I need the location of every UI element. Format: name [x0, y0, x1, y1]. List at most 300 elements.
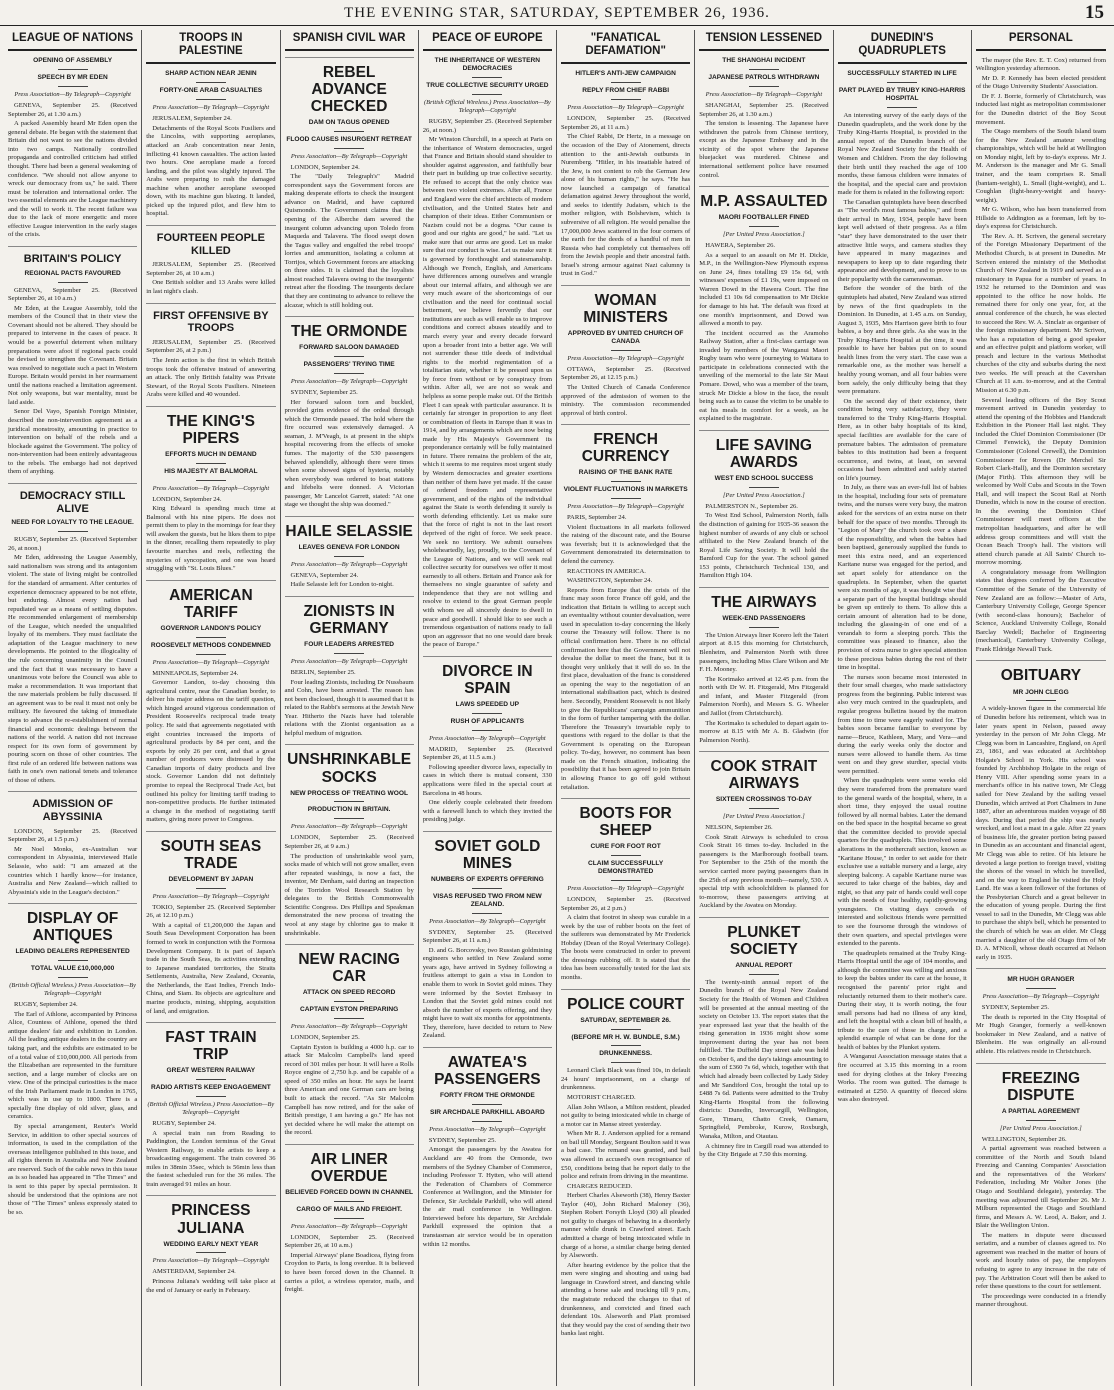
article-subheading: VIOLENT FLUCTUATIONS IN MARKETS [563, 486, 688, 494]
article-subheading: PRODUCTION IN BRITAIN. [307, 806, 391, 814]
article-headline: POLICE COURT [567, 995, 685, 1013]
column-1 [4, 30, 142, 1386]
article-credit: (British Official Wireless.) Press Association—By Telegraph—Copyright [9, 982, 136, 998]
article-body [561, 366, 690, 418]
article-paragraph: WELLINGTON, September 26. [981, 1135, 1067, 1143]
article-subheading: WEDDING EARLY NEXT YEAR [163, 1240, 259, 1248]
article-paragraph: PARIS, September 24. [567, 514, 627, 522]
divider-rule [196, 637, 226, 638]
article-headline: LIFE SAVING AWARDS [715, 436, 812, 471]
article-subheading: SIR ARCHDALE PARKHILL ABOARD [430, 1108, 545, 1116]
article-paragraph: The Korimako is scheduled to depart again to-morrow at 8.15 with Mr A. B. Gladwin (for Palmerston North). [699, 719, 829, 744]
article-paragraph: RUGBY, September 24. [152, 1119, 216, 1127]
article-headline: COOK STRAIT AIRWAYS [710, 758, 818, 793]
divider-rule [472, 913, 502, 914]
article-paragraph: NELSON, September 26. [705, 824, 773, 832]
column-7 [834, 30, 972, 1386]
article-body [699, 979, 828, 1160]
article-paragraph: LONDON, September 25. (Received September 26, at 2 p.m.) [561, 895, 691, 912]
article-paragraph: RUGBY, September 25. (Received September 26, at noon.) [422, 117, 552, 134]
article-paragraph: With a capital of £1,200,000 the Japan and South Seas Development Corporation has been formed to work in conjunction with the Formosa Development Company. It is part of Japan's trade in the South Seas, its activities extending to Japanese mandated territories, the Straits Settlements, Australia, New Zealand, Oceania, the Netherlands, the East Indies, French Indo-China, and Siam. Its objects are agriculture and marine products, mining, shipping, acquisition of land, and emigration. [146, 921, 276, 1015]
divider-rule [196, 99, 226, 100]
article-paragraph: A packed Assembly heard Mr Eden open the general debate. He began with the statement that Britain did not want to see the nations divided into two camps. Nationally controlled propaganda and controlled criticism had stifled thought. There had been a general weakening of confidence. "We should not allow anyone to wreck our democracy from us," he said. There must be toleration and international order. The two essential elements are the League machinery and the will to work it. The recent failure was due to the lack of more energetic and more effective League intervention in the early stages of the crisis. [8, 120, 138, 239]
article-paragraph: RUGBY, September 24. [14, 1001, 78, 1009]
article-subheading: FORWARD SALOON DAMAGED [299, 344, 400, 352]
article-paragraph: The Rev. A. H. Scriven, the general secretary of the Foreign Missionary Department of the Methodist Church, is at present in Dunedin. Mr Scriven entered the ministry of the Methodist Church of New Zealand in 1919 and served as a missionary in Papua for a number of years. In 1932 he returned to the Dominion and was appointed to the office he now holds. He remained there for only one year, for, at the annual conference of the church, he was elected to succeed the Rev. W. A. Sinclair as organiser of the foreign missionary department. Mr Scriven, who has a reputation of being a good speaker and an effective pulpit and platform worker, will preach and lecture in the various Methodist churches of the city and suburbs during the next two weeks. He will preach at the Cavershan Church at 11 a.m. to-morrow, and at the Central Mission at 6.30 p.m. [975, 232, 1106, 395]
article-headline: AMERICAN TARIFF [169, 586, 253, 621]
article-paragraph: RUGBY, September 25. (Received September 26, at noon.) [8, 536, 138, 552]
article [838, 32, 967, 1105]
article-subheading: NUMBERS OF EXPERTS OFFERING [430, 875, 544, 883]
article-body [146, 1120, 275, 1190]
article-paragraph: Mr Eden, at the League Assembly, told the members of the Council that in their view the Covenant should not be altered. They should be prepared to intervene in the cases of peace. It would be a powerful deterrent when military preparations were afoot if regional pacts could be devised to strengthen the Covenant. Britain was resolved to negotiate such a pact in Western Europe. Britain would persist in her rearmament until the nations reached a limitation agreement. Not only weapons, but war mentality, must be laid aside. [8, 304, 138, 406]
divider-rule [749, 974, 779, 975]
divider-rule [334, 818, 364, 819]
article-subheading: VISAS REFUSED TWO FROM NEW ZEALAND. [432, 892, 542, 908]
article-credit: Press Association—By Telegraph—Copyright [290, 823, 408, 831]
article-body [561, 115, 690, 279]
article-subheading: LEADING DEALERS REPRESENTED [15, 948, 130, 956]
article-paragraph: A Wanganui Association message states that a fire occurred at 3.15 this morning in a room used for drying clothes at the Inkey Freezing Works. The room was gutted. The damage is estimated at £250. A quantity of fleeced skins was also destroyed. [837, 1053, 967, 1104]
article [146, 580, 275, 825]
article-paragraph: SYDNEY, September 25. [290, 389, 358, 397]
article-paragraph: LONDON, September 25. [290, 1034, 360, 1042]
article [699, 32, 828, 180]
article-paragraph: WASHINGTON, September 24. [567, 577, 653, 585]
divider-rule [611, 99, 641, 100]
article-subheading: FOUR LEADERS ARRESTED [304, 641, 395, 649]
divider-rule [334, 148, 364, 149]
column-4 [419, 30, 557, 1386]
article-paragraph: Mr D. P. Kennedy has been elected president of the Otago University Students' Association. [975, 74, 1106, 91]
article-paragraph: Dr F. J. Borrie, formerly of Christchurch, was inducted last night as metropolitan commissioner for the Dunedin district of the Boy Scout movement. [975, 92, 1106, 126]
article-paragraph: Haile Selassie left for London to-night. [290, 581, 394, 589]
article-paragraph: Captain Eyston is building a 4000 h.p. car to attack Sir Malcolm Campbell's land speed record of 301 miles per hour. It will have a Rolls Royce engine of 2,750 h.p. and be capable of a speed of 350 miles an hour. He says he learnt three American and one German cars are being built to attack the record. "As Sir Malcolm Campbell has now retired, and for the sake of British prestige, I am having a go." He has not yet decided where he will make the attempt on the record. [284, 1043, 414, 1137]
article-subheading: APPROVED BY UNITED CHURCH OF CANADA [567, 330, 684, 345]
article-subheading: CLAIM SUCCESSFULLY DEMONSTRATED [588, 860, 664, 876]
article-paragraph: PALMERSTON N., September 26. [705, 502, 798, 510]
article-headline: WOMAN MINISTERS [583, 291, 668, 326]
article-headline: THE KING'S PIPERS [166, 412, 255, 447]
divider-rule [196, 1079, 226, 1080]
article-paragraph: The Earl of Athlone, accompanied by Princess Alice, Countess of Athlone, opened the third antique dealers' fair and exhibition in London. All the leading antique dealers in the country are taking part, and the exhibits are estimated to be of a total value of £10,000,000. All periods from the Elizabethan are represented in the furniture section, and a large number of clocks are on view. One of the principal curiosities is the mace of the Irish Parliament made in London in 1765, which was in use up to 1800. There is a specially fine display of old silver, glass, and ceramics. [8, 1010, 138, 1121]
divider-rule [58, 86, 88, 87]
article-body [146, 1268, 275, 1295]
divider-rule [472, 730, 502, 731]
article-headline: DUNEDIN'S QUADRUPLETS [838, 32, 967, 64]
article-headline: DISPLAY OF ANTIQUES [26, 910, 119, 945]
article-credit: Press Association—By Telegraph—Copyright [290, 152, 408, 160]
divider-rule [334, 373, 364, 374]
article-paragraph: The quadruplets remained at the Truby King-Harris Hospital until the age of 104 months, and although the committee was willing and anxious to keep the babies under its care at the house, it recognised the parents' prior right and reluctantly returned them to their mother's care. During their stay, it is worth noting, the four small persons had had no illness of any kind, and left the hospital with a clean bill of health, a tribute to the care of those in charge, and a splendid example of what can be done for the health of babies by the Plunket system. [837, 949, 967, 1051]
article-subheading: SATURDAY, SEPTEMBER 26. [580, 1016, 671, 1024]
article-paragraph: The matters in dispute were discussed seriatim, and a number of clauses agreed to. No agreement was reached in the matter of hours of work and hourly rates of pay, the employers refusing to agree to any increase in the rate of pay. The Arbitration Court will then be asked to refer these questions to the court for settlement. [975, 1231, 1106, 1291]
article-paragraph: Mr Noel Monks, ex-Australian war correspondent in Abyssinia, interviewed Haile Selassie, who said: "I am amazed at the countries which I hardly know—for instance, Australia and New Zealand—which rallied to Abyssinia's side in the League's decision." [8, 845, 138, 896]
divider-rule [196, 480, 226, 481]
article-paragraph: Herbert Charles Alseworth (38), Henry Baxter Taylor (40), John Richard Maloney (36), Stephen Robert Forsyth Lloyd (30) all pleaded not guilty to charges of behaving in a disorderly manner while drunk in Crawford street. Each admitted a charge of being intoxicated while in charge of a horse, a similar charge being denied by Alseworth. [561, 1192, 691, 1260]
article [423, 1047, 552, 1249]
divider-rule [334, 653, 364, 654]
divider-rule [749, 226, 779, 227]
article-paragraph: REACTIONS IN AMERICA. [567, 567, 646, 575]
article-body [699, 102, 828, 180]
article-headline: UNSHRINKABLE SOCKS [287, 751, 412, 786]
article-paragraph: CHARGES REDUCED. [567, 1182, 633, 1190]
page-number: 15 [1085, 2, 1104, 23]
article-paragraph: Four leading Zionists, including Dr Nussbaum and Cohn, have been arrested. The reason has not been disclosed, though it is assumed that it is related to the Rabbi's sermons at the Jewish New Year. Hitherto the Nazis have had tolerable relations with the Zionist organisation as a helpful medium of migration. [284, 678, 414, 737]
article [976, 968, 1106, 1056]
article-subheading: CARGO OF MAILS AND FREIGHT. [296, 1205, 402, 1213]
article-body [8, 828, 137, 898]
article-paragraph: SHANGHAI, September 25. (Received September 26, at 1.30 a.m.) [699, 102, 829, 118]
article-paragraph: The Chief Rabbi, Dr Hertz, in a message on the occasion of the Day of Atonement, directs attention to the anti-Jewish outbursts in Nuremberg. "Hitler, in his insatiable hatred of the Jew, is not content to rob the German Jew alone of his human rights," he says. "He has now launched a campaign of fanatical defamation against Jewry throughout the world, and seeks to identify Judaism, which is the mother religion, with Bolshevism, which is subversive of all religion. He would penalise the 17,000,000 Jews scattered in the four corners of the earth for the deeds of a handful of men in Russia who had completely cut themselves off from the Jewish people and their ancestral faith. Israel's strong armour against Nazi calumny is trust in God." [561, 133, 691, 278]
divider-rule [334, 1201, 364, 1202]
divider-rule [1026, 700, 1056, 701]
article-subheading: LAWS SPEEDED UP [455, 700, 520, 708]
article-paragraph: Princess Juliana's wedding will take place at the end of January or early in February. [146, 1278, 276, 1294]
divider-rule [611, 82, 641, 83]
article-credit: Press Association—By Telegraph—Copyright [290, 378, 408, 386]
article-body [8, 1001, 137, 1217]
article-credit: Press Association—By Telegraph—Copyright [567, 884, 684, 892]
article-body [561, 1067, 690, 1338]
article-paragraph: As a sequel to an assault on Mr H. Dickie, M.P., in the Wellington-New Plymouth express on June 24, fines totalling £9 15s 6d, with witnesses' expenses of £1 19s, were imposed on Warren Dowd in the Hawera Court. The fine included £1 10s 6d compensation to Mr Dickie for damage to his hat. The default was fixed at one month's imprisonment, and Dowd was allowed a month to pay. [699, 251, 829, 328]
article-paragraph: Amongst the passengers by the Awatea for Auckland are 40 from the Ormonde, two members of the Sydney Chamber of Commerce, including Professor T. Hytten, who will attend the Federation of Chambers of Commerce Conference at Wellington, and the Minister for Defence, Sir Archdale Parkhill, who will attend the air mail conference in Wellington. Interviewed before his departure, Sir Archdale Parkhill expressed the opinion that a transtasman air service would be in operation within 12 months. [422, 1146, 552, 1248]
article [8, 903, 137, 1217]
article [285, 596, 414, 739]
article-headline: "FANATICAL DEFAMATION" [561, 32, 690, 64]
article-subheading: PASSENGERS' TRYING TIME [303, 361, 395, 369]
article [423, 831, 552, 1041]
article-subheading: MR HUGH GRANGER [1007, 976, 1075, 984]
article-credit: Press Association—By Telegraph—Copyright [152, 484, 270, 492]
article [699, 587, 828, 745]
article-credit: Press Association—By Telegraph—Copyright [290, 1222, 408, 1230]
article-subheading: MR JOHN CLEGG [1013, 688, 1069, 696]
article-subheading: CURE FOR FOOT ROT [590, 843, 661, 851]
divider-rule [334, 556, 364, 557]
article-paragraph: Mr G. Wilson, who has been transferred from Hillside to Addington as a foreman, left by to-day's express for Christchurch. [975, 206, 1106, 231]
article-headline: THE AIRWAYS [711, 593, 817, 611]
article-paragraph: JERUSALEM, September 25. (Received September 26, at 10 a.m.) [146, 261, 276, 277]
article-credit: Press Association—By Telegraph—Copyright [152, 104, 270, 112]
article-paragraph: A claim that footrot in sheep was curable in a week by the use of rubber boots on the feet of the sufferers was demonstrated by Mr Frederick Hobday (Dean of the Royal Veterinary College). The boots were constructed in order to prevent the dressings rubbing off. It is stated that the idea has been successfully tested for the last six months. [561, 914, 691, 981]
article [146, 1022, 275, 1189]
article-body [699, 503, 828, 581]
article-paragraph: TOKIO, September 25. (Received September 26, at 12.10 p.m.) [146, 903, 276, 920]
article-subheading: RUSH OF APPLICANTS [450, 717, 525, 725]
article-paragraph: Allan John Wilson, a Milton resident, pleaded not guilty to being intoxicated while in charge of a motor car in Manse street yesterday. [561, 1103, 691, 1128]
article [285, 316, 414, 510]
article-body [976, 57, 1106, 655]
article-subheading: RADIO ARTISTS KEEP ENGAGEMENT [150, 1084, 271, 1092]
column-8 [972, 30, 1110, 1386]
article-paragraph: The Canadian quintuplets have been described as "The world's most famous babies," and from their arrival in May, 1934, people have been kept well advised of their progress. As a film "star" they have demonstrated to the user their attractive little ways, and camera studies they have appeared in many magazines and newspapers to keep up to date regarding their appearance and development, and to prove to us their popularity with the camerawoman. [837, 198, 967, 283]
article-paragraph: Imperial Airways' plane Boadicea, flying from Croydon to Paris, is long overdue. It is believed to have been forced down in the Channel. It carries a pilot, a wireless operator, mails, and freight. [284, 1251, 414, 1294]
article-subheading: TOTAL VALUE £10,000,000 [30, 965, 115, 973]
article [285, 744, 414, 938]
article-body [8, 287, 137, 477]
divider-rule [58, 531, 88, 532]
article-body [976, 1004, 1106, 1056]
article [699, 751, 828, 911]
article-paragraph: JERUSALEM, September 24. [152, 115, 232, 123]
article-credit: Press Association—By Telegraph—Copyright [290, 1023, 408, 1031]
article-paragraph: On the second day of their existence, their condition being very satisfactory, they were transferred to the Truby King-Harris Hospital. Here, as in other baby hospitals of its kind, special facilities are available for the care of premature babies. The admission of premature babies to this institution had been a frequent occurrence, and twins, at least, on several occasions had been admitted and safely started on life's journey. [837, 397, 967, 482]
column-3 [281, 30, 419, 1386]
article-credit: Press Association—By Telegraph—Copyright [982, 993, 1100, 1001]
article-paragraph: HAWERA, September 26. [705, 242, 776, 250]
article-paragraph: Her forward saloon torn and buckled, provided grim evidence of the ordeal through which the Ormonde passed. The hold where the fire occurred was extensively damaged. A seaman, J. M'Veagh, is at present in the ship's hospital recovering from the effects of smoke fumes. The majority of the 530 passengers behaved splendidly, although there were times when some showed signs of hysteria, notably when everybody was ordered to boat stations and lifebelts were donned. A Victorian passenger, Mr Lancelot Garrett, stated: "At one stage we thought the ship was doomed." [284, 398, 414, 509]
article-subheading: NEW PROCESS OF TREATING WOOL [290, 789, 409, 797]
article-body [8, 102, 137, 240]
article [285, 32, 414, 51]
divider-rule [334, 1018, 364, 1019]
article-credit: Press Association—By Telegraph—Copyright [705, 91, 823, 99]
article-subheading: ANNUAL REPORT [735, 961, 793, 969]
article-headline: FIRST OFFENSIVE BY TROOPS [153, 309, 269, 335]
article-credit: [Per United Press Association.] [723, 231, 805, 239]
article-body [146, 496, 275, 574]
article-subheading: ATTACK ON SPEED RECORD [302, 989, 396, 997]
article-headline: FRENCH CURRENCY [581, 431, 670, 466]
article-headline: M.P. ASSAULTED [700, 193, 828, 211]
column-2 [142, 30, 280, 1386]
article-credit: Press Association—By Telegraph—Copyright [152, 658, 270, 666]
article-subheading: DRUNKENNESS. [599, 1050, 652, 1058]
article-subheading: LEAVES GENEVA FOR LONDON [298, 543, 400, 551]
divider-rule [334, 356, 364, 357]
article-subheading: NEED FOR LOYALTY TO THE LEAGUE. [11, 519, 134, 527]
article-body [976, 1136, 1106, 1310]
article-subheading: CAPTAIN EYSTON PREPARING [300, 1006, 399, 1014]
article-credit: Press Association—By Telegraph—Copyright [14, 91, 131, 99]
newspaper-columns [4, 30, 1110, 1386]
article [561, 989, 690, 1339]
article-subheading: SUCCESSFULLY STARTED IN LIFE [847, 70, 957, 78]
article-body [146, 115, 275, 219]
article-headline: DEMOCRACY STILL ALIVE [19, 489, 126, 515]
article-paragraph: To West End School, Palmerston North, falls the distinction of gaining for 1935-36 season the highest number of awards of any club or school affiliated to the New Zealand branch of the Royal Life Saving Society. It will hold the Bamford Cup for the year. The school gained 153 points, Christchurch Technical 130, and Hamilton High 104. [699, 512, 829, 580]
article-paragraph: GENEVA, September 25. (Received September 26, at 1.30 a.m.) [8, 102, 138, 118]
article-body [285, 164, 414, 311]
divider-rule [749, 627, 779, 628]
divider-rule [611, 481, 641, 482]
article-body [561, 896, 690, 983]
article-paragraph: After hearing evidence by the police that the men were singing and shouting and using bad language in Crawford street, and dancing while attending a horse sale and trucking till 9 p.m., the magistrate reduced the charges to that of drunkenness, and convicted and fined each defendant 10s. Alseworth and Platt promised that they would pay the cost of sending their two banks last night. [561, 1261, 691, 1338]
article-subheading: JAPANESE PATROLS WITHDRAWN [708, 74, 820, 82]
article-paragraph: Cook Strait Airways is scheduled to cross Cook Strait 16 times to-day. Included in the passengers is the Marlborough football team. For September to the 25th of the month the service carried more paying passengers than in the 25th of any previous month—namely, 530. A special trip with schoolchildren is planned for to-morrow, these passengers arriving at Auckland by the Awatea on Monday. [699, 833, 829, 910]
divider-rule [749, 487, 779, 488]
article-headline: PRINCESS JULIANA [171, 1202, 251, 1237]
divider-rule [887, 82, 917, 83]
article-subheading: PART PLAYED BY TRUBY KING-HARRIS HOSPITAL [838, 87, 966, 103]
article-subheading: OPENING OF ASSEMBLY [33, 57, 113, 65]
divider-rule [58, 960, 88, 961]
article-paragraph: LONDON, September 25. (Received September 26, at 9 a.m.) [284, 834, 414, 850]
article [561, 285, 690, 418]
article-subheading: REGIONAL PACTS FAVOURED [24, 269, 121, 277]
article-headline: REBEL ADVANCE CHECKED [310, 63, 388, 115]
divider-rule [749, 69, 779, 70]
article-body [285, 572, 414, 590]
article-paragraph: SYDNEY, September 25. [981, 1004, 1050, 1012]
article-paragraph: MINNEAPOLIS, September 24. [152, 669, 239, 677]
article-headline: SPANISH CIVIL WAR [285, 32, 414, 51]
divider-rule [749, 86, 779, 87]
masthead [0, 0, 1114, 26]
article-paragraph: The mayor (the Rev. E. T. Cox) returned from Wellington yesterday afternoon. [975, 56, 1106, 73]
article-paragraph: The "Daily Telegraph's" Madrid correspondent says the Government forces are making desperate efforts to check the insurgent advance on Madrid, and have captured Quismondo. The Government claims that the opening of the Alberche dam severed the insurgent column advancing upon Toledo from Maqueda and Talavera. The flood swept down the Tagus valley and engulfed the rebel troops' lorries and ammunition, isolating a column at Torrijos, which Government forces are attacking on three sides. It is claimed that the loyalists almost reached Talavera owing to the insurgents' retreat after the flooding. The insurgents declare that they are continuing to advance to relieve the alcazar, which is still holding out. [284, 173, 414, 309]
article-credit: Press Association—By Telegraph—Copyright [567, 503, 684, 511]
divider-rule [611, 498, 641, 499]
article [285, 57, 414, 311]
article-body [285, 1034, 414, 1138]
article [423, 656, 552, 825]
article-headline: FAST TRAIN TRIP [165, 1029, 257, 1064]
article [8, 32, 137, 240]
divider-rule [196, 1096, 226, 1097]
article-paragraph: Detachments of the Royal Scots Fusiliers and the Lincolns, with supporting aeroplanes, attacked an Arab concentration near Jenin, inflicting 41 known casualties. The action lasted two hours. One aeroplane made a forced landing, and the pilot was slightly injured. The Arabs were preparing to rush the damaged machine when another aeroplane swooped down, with its machine gun blazing. It landed, picked up the injured pilot, and flew him to hospital. [146, 124, 276, 218]
article-headline: NEW RACING CAR [298, 951, 400, 986]
article-paragraph: An interesting survey of the early days of the Dunedin quadruplets, and the work done by the Truby King-Harris Hospital, is provided in the annual report of the Dunedin branch of the Royal New Zealand Society for the Health of Women and Children. From the day following their birth until they reached the age of 100 months, these famous children were inmates of the hospital, and the special care and provision made for them is related in the following report: [837, 112, 967, 197]
article-headline: AWATEA'S PASSENGERS [434, 1053, 541, 1088]
divider-rule [58, 977, 88, 978]
article-subheading: EFFORTS MUCH IN DEMAND [165, 450, 257, 458]
divider-rule [472, 77, 502, 78]
article [146, 32, 275, 219]
divider-rule [611, 1045, 641, 1046]
divider-rule [887, 107, 917, 108]
article-headline: BRITAIN'S POLICY [23, 253, 122, 266]
article-subheading: TRUE COLLECTIVE SECURITY URGED [426, 82, 549, 90]
article-subheading: THE INHERITANCE OF WESTERN DEMOCRACIES [434, 57, 541, 73]
article-paragraph: Reports from Europe that the crisis of the franc may soon force France off gold, and the indication that Britain is willing to accept such an eventuality without counter devaluation, were used in speculation to-day concerning the likely course the Treasury will follow. There is no official confirmation here. There is no official confirmation here that the Government will not devalue the dollar to meet the franc, but it is thought very unlikely that it will do so. In the first place, devaluation of the franc is considered as opening the way to the negotiation of an international stabilisation pact, which is desired here. Secondly, President Roosevelt is not likely to give the Republicans' campaign ammunition in the form of further tampering with the dollar. Therefore the Treasury's invariable reply to questions with regard to the dollar is that the Government is operating on the European policy. To-day, however, no comment has been made on the French situation, indicating the possibility that it has been agreed to join Britain in allowing France to go off gold without retaliation. [561, 586, 691, 791]
article-credit: Press Association—By Telegraph—Copyright [429, 734, 546, 742]
article [146, 303, 275, 400]
article-paragraph: King Edward is spending much time at Balmoral with his nine pipers. He does not permit them to play in the mornings for fear they will awaken the guests, but he likes them to pipe in the dinner, recalling them repeatedly to play favourite marches and reels, reflecting the mysteries of syncopation, and one was heard struggling with "St. Louis Blues." [146, 505, 276, 573]
divider-rule [196, 463, 226, 464]
article-subheading: GREAT WESTERN RAILWAY [166, 1067, 256, 1075]
article-credit: (British Official Wireless.) Press Association—By Telegraph—Copyright [424, 98, 551, 114]
article-body [285, 389, 414, 510]
article-subheading: A PARTIAL AGREEMENT [1001, 1107, 1080, 1115]
article-paragraph: Several leading officers of the Boy Scout movement arrived in Dunedin yesterday to attend the opening of the Hobbies and Handcraft Exhibition in the Pioneer Hall last night. They included the Chief Dominion Commissioner (Dr Cimmel Fenwick), the Deputy Dominion Commissioner (Colonel Crewell), the Dominion Commissioner for Rovers (Dr Merchel Sir Robert Clark-Hall), and the Dominion secretary (Major Firth). This afternoon they will be welcomed by Wolf Cubs and Scouts in the Town Hall, and will inspect the Scout Rail at North Dunedin, which is now in the course of erection. In the evening the Dominion Chief Commissioner will meet officers at the metropolitan headquarters, and after he will address group committees and will visit the Ocean Beach Troop's hall. The visitors will attend church parade at All Saints' Church to-morrow morning. [975, 396, 1106, 567]
article-paragraph: AMSTERDAM, September 24. [152, 1268, 236, 1276]
article-paragraph: Mr Eden, addressing the League Assembly, said nationalism was strong and its antagonism violent. The state of living might be controlled for the standard of armament. After centuries of experience democracy appeared to be not effete, but enduring. Almost every nation had repudiated war as a means of settling disputes. He recommended enlargement of membership of the League, which needed the unqualified loyalty of its members. They must facilitate the adaptation of the League machinery to new developments. He pointed to the illogicality of the rule concerning unanimity in the Council and the fact that it was necessary to have a unanimous vote before the Council was able to make a recommendation. It was important that the raw materials problem be fully discussed. If an agreement was to be real it must not only be military. He favoured the taking of immediate steps to advance the re-establishment of normal financial and economic dealings between the nations of the world. A nation did not increase respect for its own form of government by pouring scorn on those of other countries. The first rule of an ordered life between nations was faith in one's own national tenets and tolerance of those of others. [8, 554, 138, 784]
article-headline: FREEZING DISPUTE [1001, 1069, 1081, 1104]
article-paragraph: The incident occurred as the Aramoho Railway Station, after a first-class carriage was invaded by members of the Wanganui Maori Rugby team who were journeying to Waitara to participate in celebrations connected with the unveiling of the memorial to the late Sir Maui Pomare. Dowd, who was a member of the team, struck Mr Dickie a blow in the face, the result being such as to cause the victim to be unable to eat his meals in comfort for a week, as he explained to the magistrate. [699, 329, 829, 423]
article [8, 791, 137, 897]
column-5 [557, 30, 695, 1386]
article-credit: Press Association—By Telegraph—Copyright [152, 1257, 270, 1265]
article-headline: THE ORMONDE [291, 323, 408, 341]
article-subheading: GOVERNOR LANDON'S POLICY [160, 624, 262, 632]
article-paragraph: By special arrangement, Reuter's World Service, in addition to other special sources of information, is used in the compilation of the overseas intelligence published in this issue, and all rights therein in Australia and New Zealand are reserved. Such of the cable news in this issue as is so headed has appeared in "The Times" and is sent to this paper by special permission. It should be understood that the opinions are not those of "The Times" unless expressly stated to be so. [8, 1123, 138, 1216]
article-paragraph: A widely-known figure in the commercial life of Dunedin before his retirement, which was in later years spent in Nelson, passed away yesterday in the person of Mr John Clegg. Mr Clegg was born in Lancashire, England, on April 23, 1861, and was educated at Archbishop Holgate's School in York. His school was founded by Archbishop Holgate in the reign of Henry VIII. After spending some years in a merchant's office in his native town, Mr Clegg sailed for New Zealand by the sailing vessel Dunedin, which arrived at Port Chalmers in June 1887, after an adventurous maiden voyage of 88 days. During that period the ship was nearly wrecked, and lost a mast in a gale. After 22 years of business life, the greater portion being passed in Dunedin as an accountant and financial agent, Mr Clegg was able to retire. Of his leisure he devoted a large portion to foreign travel, visiting the shores of the vessel in which he travelled, and on the way to England he visited the Holy Land. He was a keen follower of the fortunes of the Presbyterian Church and a great believer in the education of young people. During the first vessel to sail in the Dunedin, Mr Clegg was able to purchase the ship's bell, which he presented to the church of which he was an elder. Mr Clegg married a daughter of the old Otago firm of Mr D. A. M'Nicoll, whose death occurred at Nelson early in 1935. [975, 705, 1106, 961]
article-paragraph: LONDON, September 24. [152, 495, 222, 503]
article-subheading: MAORI FOOTBALLER FINED [718, 214, 810, 222]
article-paragraph: Violent fluctuations in all markets followed the raising of the discount rate, and the Bourse was feverish; but it is acknowledged that the Government demonstrated its determination to defend the currency. [561, 523, 691, 565]
article-paragraph: JERUSALEM, September 25. (Received September 26, at 2 p.m.) [146, 338, 276, 355]
article-body [285, 834, 414, 938]
divider-rule [334, 1218, 364, 1219]
article-headline: ADMISSION OF ABYSSINIA [32, 798, 113, 824]
divider-rule [611, 855, 641, 856]
article-body [146, 670, 275, 825]
divider-rule [334, 801, 364, 802]
article-paragraph: Leonard Clark Black was fined 10s, in default 24 hours' imprisonment, on a charge of drunkenness. [561, 1067, 691, 1092]
article-paragraph: In July, as there was an ever-full list of babies in the hospital, including four sets of premature twins, and the nurses were very busy, the matron asked for the services of an extra nurse on their behalf for the space of two months. Through its "Legion of Mary" the church took over a share of the responsibility, and when the babies had been baptised, generously supplied the funds to meet this extra need, and an experienced Karitane nurse was engaged for the period, and set apart solely for attendance on the quadruplets. In September, when the quartet were six months of age, it was thought wise that a separate part of the hospital buildings should be given up entirely to them. To allow this a certain amount of alteration had to be done, including the glassing-in of one end of a verandah to form a sleeping porch. This the committee was pleased to finance, also the provision of extra nurse to give special attention to these precious babies during the rest of their time in hospital. [837, 484, 967, 672]
article-body [146, 261, 275, 296]
divider-rule [196, 888, 226, 889]
article-headline: AIR LINER OVERDUE [310, 1150, 388, 1185]
article-paragraph: OTTAWA, September 25. (Received September 26, at 12.15 p.m.) [561, 365, 691, 382]
article-body [285, 669, 414, 739]
article-credit: Press Association—By Telegraph—Copyright [429, 917, 546, 925]
article-headline: PERSONAL [976, 32, 1106, 51]
article-headline: SOVIET GOLD MINES [434, 837, 541, 872]
article-paragraph: SYDNEY, September 25. [428, 1136, 497, 1144]
article-paragraph: One elderly couple celebrated their freedom with a farewell lunch to which they invited the presiding judge. [422, 799, 552, 824]
article-paragraph: One British soldier and 13 Arabs were killed in last night's clash. [146, 279, 276, 295]
article-headline: HAILE SELASSIE [285, 522, 413, 540]
article-paragraph: A congratulatory message from Wellington states that degrees conferred by the Executive Committee of the Senate of the University of New Zealand are as follow:—Master of Arts, Canterbury University College, George Spencer (with second-class honours); Bachelor of Science, Auckland University College, Ronald Barclay Wedell; Bachelor of Engineering (mechanical), Canterbury University College, Frank Eldridge Newall Tuck. [975, 568, 1106, 653]
article-headline: PLUNKET SOCIETY [727, 923, 801, 958]
article [146, 406, 275, 574]
article-credit: Press Association—By Telegraph—Copyright [567, 354, 684, 362]
article-body [285, 1234, 414, 1295]
article-paragraph: GENEVA, September 24. [290, 571, 359, 579]
article-headline: TENSION LESSENED [699, 32, 828, 51]
divider-rule [611, 880, 641, 881]
article-paragraph: GENEVA, September 25. (Received September 26, at 10 a.m.) [8, 286, 138, 303]
article-paragraph: The twenty-ninth annual report of the Dunedin branch of the Royal New Zealand Society for the Health of Women and Children will be presented at the annual meeting of the society on October 13. The report states that the year expressed last year that the health of the rising generation in 1936 might show some improvement during the year has not been fulfilled. The Duffield Day street sale was held on October 6, and the day's takings amounting to the sum of £360 7s 6d, which, together with that which had already been collected by Lady Sidey and Mr Sandiford Cox, brought the total up to £488 7s 6d. Patients were admitted to the Truby King-Harris Hospital from the following districts: Dunedin, Invercargill, Wellington, Gore, Timaru, Chatto Creek, Oamaru, Springfield, Pembroke, Kurow, Roxburgh, Wanaka, Milton, and Otautau. [699, 978, 829, 1140]
article-body [699, 242, 828, 424]
divider-rule [1026, 988, 1056, 989]
divider-rule [472, 888, 502, 889]
article-subheading: SPEECH BY MR EDEN [37, 74, 108, 82]
article-body [838, 112, 967, 1105]
article-body [699, 632, 828, 745]
article [285, 1144, 414, 1295]
article [146, 225, 275, 297]
article-subheading: DEVELOPMENT BY JAPAN [168, 875, 254, 883]
article-paragraph: The Korimako arrived at 12.45 p.m. from the north with Dr W. H. Fitzgerald, Mrs Fitzgerald and infant, and Master Fitzgerald (from Palmerston North), and Messrs S. G. Wheeler and Jaillot (from Christchurch). [699, 675, 829, 717]
column-6 [695, 30, 833, 1386]
article-subheading: DAM ON TAGUS OPENED [308, 118, 390, 126]
article [976, 1063, 1106, 1310]
article-headline: ZIONISTS IN GERMANY [303, 602, 395, 638]
article [285, 516, 414, 590]
article-subheading: THE SHANGHAI INCIDENT [722, 57, 806, 65]
divider-rule [472, 94, 502, 95]
article-paragraph: SYDNEY, September 25. (Received September 26, at 11 a.m.) [422, 928, 552, 945]
article [976, 32, 1106, 654]
article [976, 660, 1106, 962]
article-credit: Press Association—By Telegraph—Copyright [290, 560, 408, 568]
article-paragraph: The nurses soon became most interested in their four small charges, who made satisfactory progress from the beginning. Public interest was also very much centred in the quadruplets, and regular progress bulletins issued by the matron from time to time were eagerly waited for. The babies soon became familiar to everyone by name—Bruce, Kathleen, Mary, and Vera—and during the early weeks only the doctor and nurses were allowed to handle them. As time went on and they grew sturdier, special visits were permitted. [837, 673, 967, 775]
article [146, 1195, 275, 1295]
article-paragraph: Mr Winston Churchill, in a speech at Paris on the inheritance of Western democracies, urged that France and Britain should stand shoulder to shoulder against aggression, and faithfully bear their part in building up true collective security. He refused to accept that the only choice was between two violent extremes. After all, France and England were the chief architects of modern civilisation, and the United States heir and champion of their ideas. Either Communism or Nazism could not be a dogma. "Our cause is good and our rights are good," he said. "Let us make sure that our arms are good. Let us make sure that our conduct is wise. Let us make sure it is governed by forethought and statesmanship. Although we French, English, and Americans have differences among ourselves and wrangle about our internal affairs, and although we are very much aware of the shortcomings of our civilisation and the need for continual social betterment, we believe fervently that our institutions are such as will enable us to improve conditions and correct abuses steadily and to march every year and every decade forward upon a broader front into a better age. We will not surrender these title deeds of individual rights to the morbid regimentation of a totalitarian state, whether it be pressed upon us by force from without or by conspiracy from within. After all, we are not so weak and helpless as some people make out. Of the British Fleet I can speak with particular assurance. It is certainly far stronger in proportion to any fleet or combination of fleets in Europe than it was in 1914, and by arrangements which are now being made by His Majesty's Government its preponderance certainly will be fully maintained in future. There remains the problem of the air, which it seems to me requires most urgent study by Western democracies and greater exertions than neither of them have yet made. If the cause of ordered freedom and representative government, and of the rights of the individual against the State is worth defending it surely is worth defending efficiently. Let us make sure that the force of right is not in the last resort deprived of the right of force. We seek peace. We seek no territory. We submit ourselves wholeheartedly, lay, proudly, to the Covenant of the League of Nations, and we will seek real collective security for ourselves we offer it most earnestly to all others. Britain and France ask for themselves no single guarantee of safety and independence that they are not willing and resolve to extend to the great German people with whom we all sincerely desire to dwell in peace and goodwill. I should like to see such a tremendous organisation of nations ready to fall upon an aggressor that no one would dare break the peace of Europe." [422, 136, 552, 649]
article-body [146, 904, 275, 1016]
newspaper-title: THE EVENING STAR, SATURDAY, SEPTEMBER 26, 1936. [344, 5, 770, 21]
article-paragraph: Following speedier divorce laws, especially in cases in which there is mutual consent, 330 applications were filed in the special court at Barcelona in 48 hours. [422, 763, 552, 797]
article-subheading: SHARP ACTION NEAR JENIN [165, 70, 257, 78]
article [561, 32, 690, 279]
article-credit: (British Official Wireless.) Press Association—By Telegraph—Copyright [147, 1100, 275, 1116]
article-credit: [Per United Press Association.] [723, 491, 805, 499]
